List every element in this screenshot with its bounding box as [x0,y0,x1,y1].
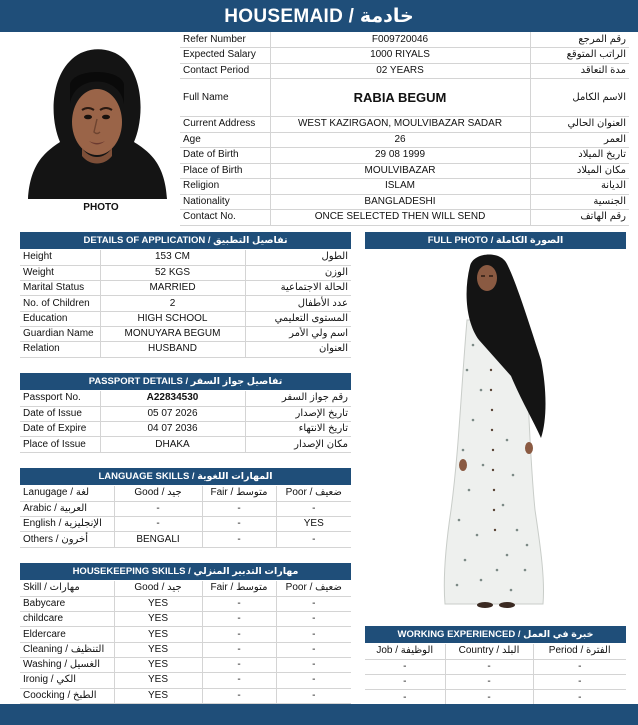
level-cell: - [276,532,351,547]
row-arabic-label: المستوى التعليمي [245,311,351,326]
level-cell: - [276,673,351,688]
language-section-title: LANGUAGE SKILLS / المهارات اللغوية [98,471,273,482]
info-label: Refer Number [180,32,270,48]
page-title: HOUSEMAID / خادمة [224,5,414,27]
info-arabic-label: العنوان الحالي [530,117,629,133]
row-arabic-label: تاريخ الإصدار [245,406,351,421]
photo-caption: PHOTO [83,202,119,213]
passport-photo [20,44,173,199]
row-value: 05 07 2026 [100,406,245,421]
info-row-contact-no [180,210,629,226]
info-row-religion [180,179,629,195]
row-value: MONUYARA BEGUM [100,326,245,341]
level-cell: - [276,657,351,672]
row-value: 153 CM [100,250,245,265]
row-label: Weight [20,265,100,280]
info-label: Current Address [180,117,270,133]
row-label: Relation [20,342,100,357]
housekeeping-skills-table [20,581,351,704]
passport-section-title: PASSPORT DETAILS / تفاصيل جواز السفر [88,376,283,387]
row-label: Passport No. [20,391,100,406]
column-header: Good / جيد [114,581,202,596]
level-cell: - [276,688,351,703]
level-cell: YES [114,612,202,627]
row-label: Place of Issue [20,437,100,452]
language-name: Others / أخرون [20,532,114,547]
full-body-image [437,250,551,608]
skill-row [20,688,351,703]
experience-cell: - [533,659,626,674]
column-header: Skill / مهارات [20,581,114,596]
skill-name: Cleaning / التنظيف [20,642,114,657]
row-arabic-label: الحالة الاجتماعية [245,281,351,296]
info-value: MOULVIBAZAR [270,163,530,179]
application-row [20,296,351,311]
application-row [20,311,351,326]
level-cell: - [202,657,276,672]
column-header: Job / الوظيفة [365,644,445,659]
level-cell: - [202,501,276,516]
column-header: Good / جيد [114,486,202,501]
info-value: 1000 RIYALS [270,48,530,64]
info-arabic-label: الاسم الكامل [530,79,629,117]
level-cell: YES [114,642,202,657]
skill-row [20,642,351,657]
passport-row [20,422,351,437]
level-cell: - [202,627,276,642]
experience-section-title: WORKING EXPERIENCED / خبرة في العمل [397,629,594,640]
info-label: Contact No. [180,210,270,226]
info-row-date-of-birth [180,148,629,164]
application-row [20,342,351,357]
language-section-header [20,468,351,485]
level-cell: YES [276,517,351,532]
info-row-refer-number [180,32,629,48]
info-arabic-label: الجنسية [530,194,629,210]
passport-details-table [20,391,351,453]
skill-name: childcare [20,612,114,627]
application-row [20,265,351,280]
info-value: ONCE SELECTED THEN WILL SEND [270,210,530,226]
skill-row [20,657,351,672]
skill-row [20,596,351,611]
info-label: Expected Salary [180,48,270,64]
column-header: Lanugage / لغة [20,486,114,501]
application-section-title: DETAILS OF APPLICATION / تفاصيل التطبيق [83,235,288,246]
skill-name: Coocking / الطبخ [20,688,114,703]
skill-row [20,612,351,627]
row-label: Education [20,311,100,326]
full-name-value: RABIA BEGUM [270,79,530,117]
language-row [20,517,351,532]
skill-name: Ironig / الكي [20,673,114,688]
experience-cell: - [365,675,445,690]
level-cell: BENGALI [114,532,202,547]
housekeeping-section-title: HOUSEKEEPING SKILLS / مهارات التدبير المنزلي [72,566,299,577]
info-value: 26 [270,132,530,148]
row-label: Date of Issue [20,406,100,421]
row-arabic-label: رقم جواز السفر [245,391,351,406]
working-experience-table [365,644,626,706]
info-arabic-label: مدة التعاقد [530,63,629,79]
info-label: Date of Birth [180,148,270,164]
experience-cell: - [533,690,626,705]
row-label: Height [20,250,100,265]
info-value: 29 08 1999 [270,148,530,164]
page-title-bar [0,0,638,32]
experience-cell: - [365,659,445,674]
row-value: DHAKA [100,437,245,452]
info-row-full-name [180,79,629,117]
full-photo-section-header [365,232,626,249]
level-cell: - [202,673,276,688]
language-skills-table [20,486,351,548]
info-row-nationality [180,194,629,210]
application-row [20,250,351,265]
info-row-place-of-birth [180,163,629,179]
housekeeping-section-header [20,563,351,580]
level-cell: - [202,612,276,627]
row-value: HIGH SCHOOL [100,311,245,326]
level-cell: - [114,517,202,532]
footer-bar [0,704,638,725]
application-details-table [20,250,351,358]
level-cell: - [276,596,351,611]
info-arabic-label: العمر [530,132,629,148]
row-arabic-label: اسم ولي الأمر [245,326,351,341]
info-value: BANGLADESHI [270,194,530,210]
level-cell: YES [114,596,202,611]
skill-name: Babycare [20,596,114,611]
info-row-current-address [180,117,629,133]
level-cell: YES [114,627,202,642]
passport-row [20,391,351,406]
woman-portrait-image [20,44,173,199]
row-arabic-label: العنوان [245,342,351,357]
column-header: Period / الفترة [533,644,626,659]
language-header-row [20,486,351,501]
row-arabic-label: مكان الإصدار [245,437,351,452]
level-cell: YES [114,657,202,672]
row-label: Date of Expire [20,422,100,437]
info-label: Age [180,132,270,148]
info-row-age [180,132,629,148]
language-name: Arabic / العربية [20,501,114,516]
level-cell: - [276,612,351,627]
row-value: 04 07 2036 [100,422,245,437]
info-label: Religion [180,179,270,195]
info-arabic-label: رقم المرجع [530,32,629,48]
experience-cell: - [445,690,533,705]
full-body-photo [437,250,551,608]
info-arabic-label: الديانة [530,179,629,195]
row-label: Marital Status [20,281,100,296]
column-header: Fair / متوسط [202,486,276,501]
info-arabic-label: مكان الميلاد [530,163,629,179]
skill-name: Eldercare [20,627,114,642]
level-cell: - [202,688,276,703]
experience-cell: - [445,675,533,690]
info-label: Nationality [180,194,270,210]
row-arabic-label: تاريخ الانتهاء [245,422,351,437]
column-header: Country / البلد [445,644,533,659]
column-header: Poor / ضعيف [276,581,351,596]
passport-number-value: A22834530 [100,391,245,406]
row-value: 52 KGS [100,265,245,280]
experience-row [365,659,626,674]
application-row [20,326,351,341]
experience-row [365,690,626,705]
passport-section-header [20,373,351,390]
row-arabic-label: عدد الأطفال [245,296,351,311]
info-arabic-label: تاريخ الميلاد [530,148,629,164]
column-header: Poor / ضعيف [276,486,351,501]
application-section-header [20,232,351,249]
info-arabic-label: الراتب المتوقع [530,48,629,64]
housekeeping-header-row [20,581,351,596]
passport-row [20,437,351,452]
skill-name: Washing / الغسيل [20,657,114,672]
level-cell: YES [114,673,202,688]
info-arabic-label: رقم الهاتف [530,210,629,226]
experience-row [365,675,626,690]
skill-row [20,627,351,642]
info-value: F009720046 [270,32,530,48]
info-value: ISLAM [270,179,530,195]
experience-cell: - [533,675,626,690]
language-row [20,501,351,516]
application-row [20,281,351,296]
row-value: 2 [100,296,245,311]
level-cell: - [276,501,351,516]
info-label: Place of Birth [180,163,270,179]
level-cell: - [276,642,351,657]
info-row-expected-salary [180,48,629,64]
level-cell: - [202,517,276,532]
row-value: MARRIED [100,281,245,296]
language-name: English / الإنجليزية [20,517,114,532]
full-photo-section-title: FULL PHOTO / الصورة الكاملة [427,235,564,246]
skill-row [20,673,351,688]
level-cell: - [276,627,351,642]
level-cell: - [114,501,202,516]
experience-header-row [365,644,626,659]
info-value: 02 YEARS [270,63,530,79]
info-value: WEST KAZIRGAON, MOULVIBAZAR SADAR [270,117,530,133]
info-label: Full Name [180,79,270,117]
level-cell: - [202,532,276,547]
experience-cell: - [445,659,533,674]
passport-row [20,406,351,421]
personal-info-table [180,32,629,226]
experience-cell: - [365,690,445,705]
level-cell: YES [114,688,202,703]
info-row-contact-period [180,63,629,79]
info-label: Contact Period [180,63,270,79]
row-arabic-label: الطول [245,250,351,265]
experience-section-header [365,626,626,643]
row-label: Guardian Name [20,326,100,341]
row-value: HUSBAND [100,342,245,357]
row-label: No. of Children [20,296,100,311]
column-header: Fair / متوسط [202,581,276,596]
language-row [20,532,351,547]
row-arabic-label: الوزن [245,265,351,280]
level-cell: - [202,642,276,657]
level-cell: - [202,596,276,611]
